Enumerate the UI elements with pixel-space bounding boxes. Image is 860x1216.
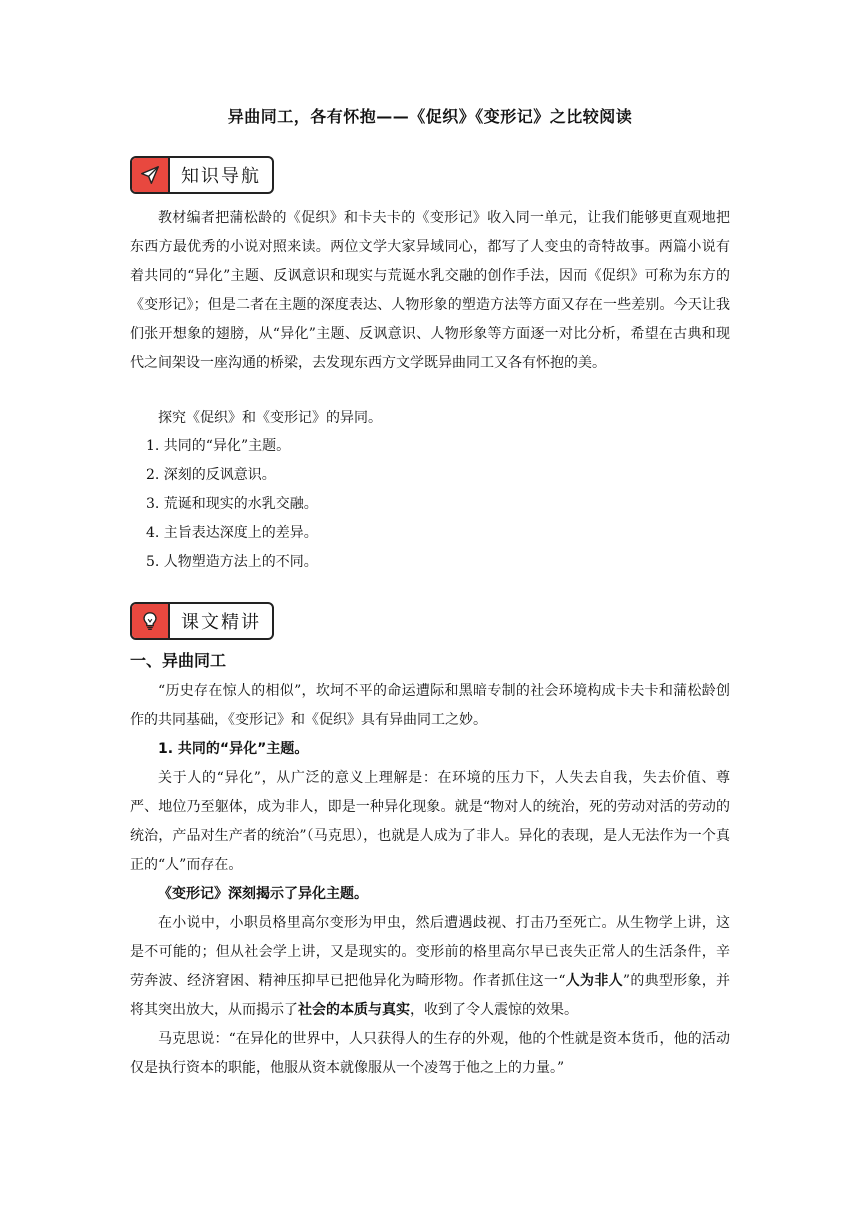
list-item: 5. 人物塑造方法上的不同。 [146,554,318,570]
emphasis-text: 社会的本质与真实 [298,1002,410,1018]
lecture-paragraph-4: 马克思说：“在异化的世界中，人只获得人的生存的外观，他的个性就是资本货币，他的活动仅是执行资本的职能，他服从资本就像服从一个凌驾于他之上的力量。” [130,1031,730,1076]
emphasis-text: 人为非人 [565,973,623,989]
lecture-paragraph-2: 关于人的“异化”，从广泛的意义上理解是：在环境的压力下，人失去自我，失去价值、尊严、地位乃至躯体，成为非人，即是一种异化现象。就是“物对人的统治，死的劳动对活的劳动的统治，产品对生产者的统治”（马克思），也就是人成为了非人。异化的表现，是人无法作为一个真正的“人”而存在。 [130,770,730,873]
document-title: 异曲同工，各有怀抱——《促织》《变形记》之比较阅读 [227,107,633,126]
intro-paragraph: 教材编者把蒲松龄的《促织》和卡夫卡的《变形记》收入同一单元，让我们能够更直观地把东西方最优秀的小说对照来读。两位文学大家异域同心，都写了人变虫的奇特故事。两篇小说有着共同的“异化”主题、反讽意识和现实与荒诞水乳交融的创作手法，因而《促织》可称为东方的《变形记》；但是二者在主题的深度表达、人物形象的塑造方法等方面又存在一些差别。今天让我们张开想象的翅膀，从“异化”主题、反讽意识、人物形象等方面逐一对比分析，希望在古典和现代之间架设一座沟通的桥梁，去发现东西方文学既异曲同工又各有怀抱的美。 [130,210,730,371]
paragraph-text: ，收到了令人震惊的效果。 [410,1002,578,1018]
list-item: 1. 共同的“异化”主题。 [146,438,291,454]
list-item: 4. 主旨表达深度上的差异。 [146,525,318,541]
subheading-metamorphosis: 《变形记》深刻揭示了异化主题。 [158,886,368,902]
subheading-alienation: 1. 共同的“异化”主题。 [158,741,309,757]
lecture-paragraph-1: “历史存在惊人的相似”，坎坷不平的命运遭际和黑暗专制的社会环境构成卡夫卡和蒲松龄创作的共同基础，《变形记》和《促织》具有异曲同工之妙。 [130,683,730,728]
paper-plane-icon [132,158,170,192]
section-heading: 一、异曲同工 [130,651,227,670]
knowledge-nav-label: 知识导航 [181,166,261,187]
lecture-badge [130,602,274,640]
list-item: 3. 荒诞和现实的水乳交融。 [146,496,318,512]
list-item: 2. 深刻的反讽意识。 [146,467,276,483]
paragraph-text: ”的典型形象，并将其突出放大，从而揭示了 [130,973,730,1018]
lecture-paragraph-3 [130,909,730,1025]
knowledge-nav-badge [130,156,274,194]
intro-task: 探究《促织》和《变形记》的异同。 [158,410,382,426]
paragraph-text: 在小说中，小职员格里高尔变形为甲虫，然后遭遇歧视、打击乃至死亡。从生物学上讲，这是不可能的；但从社会学上讲，又是现实的。变形前的格里高尔早已丧失正常人的生活条件，辛劳奔波、经济窘困、精神压抑早已把他异化为畸形物。作者抓住这一“ [130,915,730,989]
lightbulb-icon [132,604,170,638]
intro-list [146,432,318,577]
lecture-label: 课文精讲 [181,612,261,633]
